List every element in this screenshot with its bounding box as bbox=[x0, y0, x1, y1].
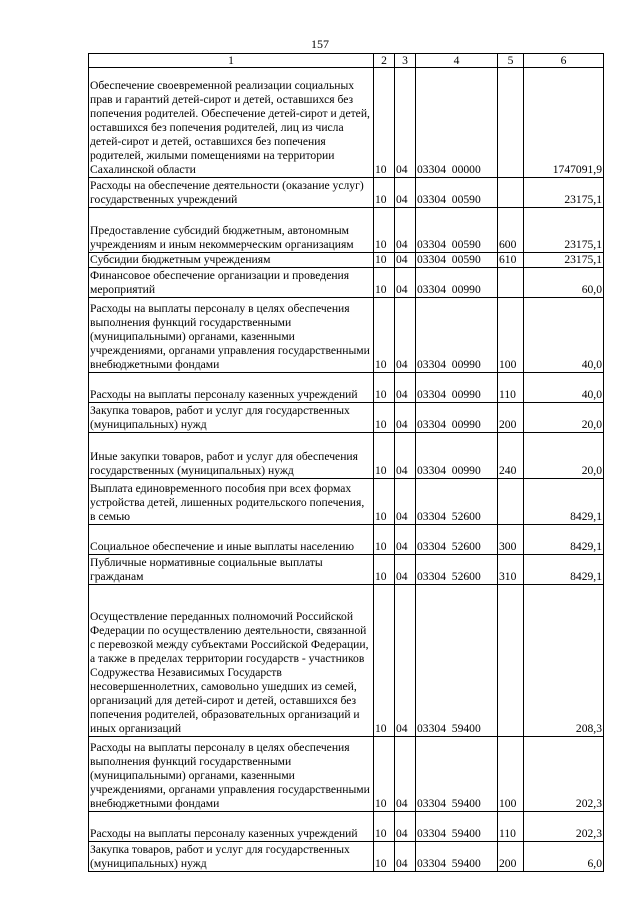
row-expense-type: 300 bbox=[498, 525, 524, 555]
table-row bbox=[89, 433, 604, 479]
table-row bbox=[89, 253, 604, 268]
row-target-article: 03304 00000 bbox=[416, 68, 498, 178]
table-row bbox=[89, 298, 604, 373]
row-section: 10 bbox=[374, 373, 395, 403]
row-section: 10 bbox=[374, 525, 395, 555]
row-section: 10 bbox=[374, 208, 395, 253]
row-subsection: 04 bbox=[395, 253, 416, 268]
row-target-article: 03304 59400 bbox=[416, 737, 498, 812]
row-target-article: 03304 00990 bbox=[416, 403, 498, 433]
row-expense-type: 600 bbox=[498, 208, 524, 253]
row-name: Расходы на выплаты персоналу казенных учреждений bbox=[89, 812, 374, 842]
row-subsection: 04 bbox=[395, 842, 416, 872]
row-expense-type: 200 bbox=[498, 403, 524, 433]
row-target-article: 03304 52600 bbox=[416, 479, 498, 525]
row-subsection: 04 bbox=[395, 298, 416, 373]
row-subsection: 04 bbox=[395, 373, 416, 403]
row-subsection: 04 bbox=[395, 403, 416, 433]
row-section: 10 bbox=[374, 737, 395, 812]
row-subsection: 04 bbox=[395, 433, 416, 479]
col-header-sum: 6 bbox=[524, 54, 604, 68]
row-subsection: 04 bbox=[395, 178, 416, 208]
row-expense-type bbox=[498, 585, 524, 737]
row-section: 10 bbox=[374, 68, 395, 178]
row-sum: 202,3 bbox=[524, 737, 604, 812]
row-expense-type bbox=[498, 268, 524, 298]
row-section: 10 bbox=[374, 253, 395, 268]
row-name: Закупка товаров, работ и услуг для государственных (муниципальных) нужд bbox=[89, 403, 374, 433]
row-target-article: 03304 00990 bbox=[416, 373, 498, 403]
row-expense-type bbox=[498, 68, 524, 178]
row-sum: 60,0 bbox=[524, 268, 604, 298]
row-subsection: 04 bbox=[395, 525, 416, 555]
row-subsection: 04 bbox=[395, 479, 416, 525]
row-sum: 202,3 bbox=[524, 812, 604, 842]
row-subsection: 04 bbox=[395, 737, 416, 812]
row-name: Финансовое обеспечение организации и проведения мероприятий bbox=[89, 268, 374, 298]
row-name: Расходы на выплаты персоналу в целях обеспечения выполнения функций государственными (муниципальными) органами, казенными учреждениями, органами управления государственными внебюджетными фондами bbox=[89, 737, 374, 812]
row-target-article: 03304 59400 bbox=[416, 585, 498, 737]
row-section: 10 bbox=[374, 298, 395, 373]
row-subsection: 04 bbox=[395, 585, 416, 737]
row-subsection: 04 bbox=[395, 68, 416, 178]
row-target-article: 03304 52600 bbox=[416, 525, 498, 555]
row-name: Предоставление субсидий бюджетным, автономным учреждениям и иным некоммерческим организациям bbox=[89, 208, 374, 253]
row-sum: 40,0 bbox=[524, 373, 604, 403]
row-target-article: 03304 59400 bbox=[416, 812, 498, 842]
budget-table bbox=[88, 53, 604, 872]
row-target-article: 03304 00990 bbox=[416, 298, 498, 373]
row-expense-type: 240 bbox=[498, 433, 524, 479]
table-row bbox=[89, 525, 604, 555]
row-sum: 20,0 bbox=[524, 433, 604, 479]
row-section: 10 bbox=[374, 842, 395, 872]
row-sum: 40,0 bbox=[524, 298, 604, 373]
page-number: 157 bbox=[311, 37, 329, 51]
row-target-article: 03304 00990 bbox=[416, 433, 498, 479]
row-section: 10 bbox=[374, 433, 395, 479]
row-sum: 6,0 bbox=[524, 842, 604, 872]
row-name: Обеспечение своевременной реализации социальных прав и гарантий детей-сирот и детей, оставшихся без попечения родителей. Обеспечение детей-сирот и детей, оставшихся без попечения родителей, лиц из числа детей-сирот и детей, оставшихся без попечения родителей, жилыми помещениями на территории Сахалинской области bbox=[89, 68, 374, 178]
row-name: Осуществление переданных полномочий Российской Федерации по осуществлению деятельности, связанной с перевозкой между субъектами Российской Федерации, а также в пределах территории государств - участников Содружества Независимых Государств несовершеннолетних, самовольно ушедших из семей, организаций для детей-сирот и детей, оставшихся без попечения родителей, образовательных организаций и иных организаций bbox=[89, 585, 374, 737]
table-row bbox=[89, 585, 604, 737]
row-subsection: 04 bbox=[395, 812, 416, 842]
col-header-target-article: 4 bbox=[416, 54, 498, 68]
table-row bbox=[89, 68, 604, 178]
row-sum: 1747091,9 bbox=[524, 68, 604, 178]
row-section: 10 bbox=[374, 178, 395, 208]
row-subsection: 04 bbox=[395, 555, 416, 585]
row-expense-type: 100 bbox=[498, 737, 524, 812]
row-name: Иные закупки товаров, работ и услуг для обеспечения государственных (муниципальных) нужд bbox=[89, 433, 374, 479]
row-expense-type: 200 bbox=[498, 842, 524, 872]
row-section: 10 bbox=[374, 403, 395, 433]
table-row bbox=[89, 479, 604, 525]
row-name: Выплата единовременного пособия при всех формах устройства детей, лишенных родительского попечения, в семью bbox=[89, 479, 374, 525]
header-row bbox=[89, 54, 604, 68]
row-section: 10 bbox=[374, 812, 395, 842]
row-name: Субсидии бюджетным учреждениям bbox=[89, 253, 374, 268]
row-expense-type: 110 bbox=[498, 373, 524, 403]
row-section: 10 bbox=[374, 585, 395, 737]
row-expense-type: 610 bbox=[498, 253, 524, 268]
row-target-article: 03304 00590 bbox=[416, 178, 498, 208]
row-sum: 23175,1 bbox=[524, 253, 604, 268]
row-section: 10 bbox=[374, 555, 395, 585]
row-target-article: 03304 52600 bbox=[416, 555, 498, 585]
row-target-article: 03304 00990 bbox=[416, 268, 498, 298]
row-sum: 208,3 bbox=[524, 585, 604, 737]
col-header-subsection: 3 bbox=[395, 54, 416, 68]
col-header-section: 2 bbox=[374, 54, 395, 68]
row-name: Расходы на выплаты персоналу в целях обеспечения выполнения функций государственными (муниципальными) органами, казенными учреждениями, органами управления государственными внебюджетными фондами bbox=[89, 298, 374, 373]
table-row bbox=[89, 555, 604, 585]
col-header-expense-type: 5 bbox=[498, 54, 524, 68]
row-sum: 8429,1 bbox=[524, 525, 604, 555]
table-row bbox=[89, 403, 604, 433]
row-subsection: 04 bbox=[395, 208, 416, 253]
table-row bbox=[89, 737, 604, 812]
row-target-article: 03304 59400 bbox=[416, 842, 498, 872]
col-header-name: 1 bbox=[89, 54, 374, 68]
row-sum: 23175,1 bbox=[524, 208, 604, 253]
row-name: Публичные нормативные социальные выплаты гражданам bbox=[89, 555, 374, 585]
row-name: Расходы на выплаты персоналу казенных учреждений bbox=[89, 373, 374, 403]
table-row bbox=[89, 373, 604, 403]
row-name: Закупка товаров, работ и услуг для государственных (муниципальных) нужд bbox=[89, 842, 374, 872]
row-sum: 8429,1 bbox=[524, 479, 604, 525]
table-row bbox=[89, 208, 604, 253]
row-target-article: 03304 00590 bbox=[416, 253, 498, 268]
row-name: Социальное обеспечение и иные выплаты населению bbox=[89, 525, 374, 555]
row-section: 10 bbox=[374, 479, 395, 525]
table-row bbox=[89, 812, 604, 842]
table-row bbox=[89, 178, 604, 208]
row-sum: 8429,1 bbox=[524, 555, 604, 585]
row-expense-type: 100 bbox=[498, 298, 524, 373]
row-expense-type: 310 bbox=[498, 555, 524, 585]
row-expense-type bbox=[498, 178, 524, 208]
table-row bbox=[89, 268, 604, 298]
row-expense-type: 110 bbox=[498, 812, 524, 842]
row-sum: 23175,1 bbox=[524, 178, 604, 208]
row-name: Расходы на обеспечение деятельности (оказание услуг) государственных учреждений bbox=[89, 178, 374, 208]
row-target-article: 03304 00590 bbox=[416, 208, 498, 253]
row-expense-type bbox=[498, 479, 524, 525]
row-section: 10 bbox=[374, 268, 395, 298]
row-sum: 20,0 bbox=[524, 403, 604, 433]
row-subsection: 04 bbox=[395, 268, 416, 298]
table-row bbox=[89, 842, 604, 872]
